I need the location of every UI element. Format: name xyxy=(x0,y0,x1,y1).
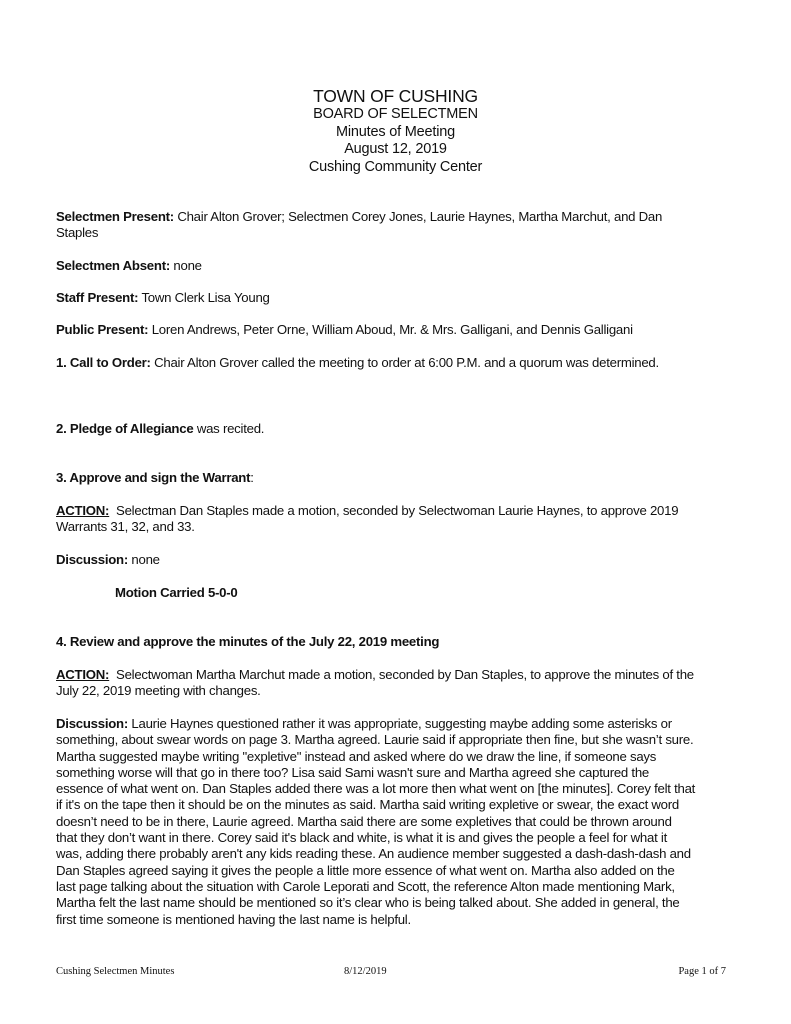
warrant-action xyxy=(56,503,696,536)
town-title: TOWN OF CUSHING xyxy=(313,86,478,106)
minutes-discussion-label: Discussion: xyxy=(56,716,128,731)
selectmen-present-value: Chair Alton Grover; Selectmen Corey Jones, Laurie Haynes, Martha Marchut, and Dan Staples xyxy=(56,209,663,241)
warrant-action-text: Selectman Dan Staples made a motion, seconded by Selectwoman Laurie Haynes, to approve 2019 Warrants 31, 32, and 33. xyxy=(56,503,679,535)
warrant-action-label: ACTION: xyxy=(56,503,110,518)
warrant-discussion-label: Discussion: xyxy=(56,552,128,567)
minutes-action xyxy=(56,667,696,700)
selectmen-absent xyxy=(56,258,696,274)
footer-page-number: Page 1 of 7 xyxy=(678,966,726,977)
minutes-discussion-text: Laurie Haynes questioned rather it was appropriate, suggesting maybe adding some asterisks or something, about swear words on page 3. Martha agreed. Laurie said if appropriate then fine, but she wasn’t sure. Martha suggested maybe writing "expletive" instead and asked where do we draw the line, if someone says something worse will that go in there too? Lisa said Sami wasn't sure and Martha agreed she captured the essence of what went on. Dan Staples added there was a lot more then what went on [the minutes]. Corey felt that if it's on the tape then it should be on the minutes as said. Martha said writing expletive or swear, the exact word doesn’t need to be in there, Laurie agreed. Martha said there are some expletives that could be thrown around that they don’t want in there. Corey said it's black and white, is what it is and gives the people a feel for what it was, adding there probably aren't any kids reading these. An audience member suggested a dash-dash-dash and Dan Staples agreed saying it gives the people a little more essence of what went on. Martha also added on the last page talking about the situation with Carole Leporati and Scott, the reference Alton made mentioning Mark, Martha felt the last name should be mentioned so it’s clear who is being talked about. She added in general, the first time someone is mentioned having the last name is helpful. xyxy=(56,716,696,927)
public-present-value: Loren Andrews, Peter Orne, William Aboud, Mr. & Mrs. Galligani, and Dennis Galligani xyxy=(151,322,633,337)
minutes-action-label: ACTION: xyxy=(56,667,110,682)
public-present xyxy=(56,322,696,338)
footer-date: 8/12/2019 xyxy=(344,966,387,977)
warrant-label: 3. Approve and sign the Warrant xyxy=(56,470,251,485)
selectmen-absent-label: Selectmen Absent: xyxy=(56,258,170,273)
footer-doc-title: Cushing Selectmen Minutes xyxy=(56,966,175,977)
doc-type: Minutes of Meeting xyxy=(336,123,455,140)
meeting-location: Cushing Community Center xyxy=(308,158,483,175)
pledge-text: was recited. xyxy=(196,421,265,436)
pledge-label: 2. Pledge of Allegiance xyxy=(56,421,194,436)
selectmen-present-label: Selectmen Present: xyxy=(56,209,174,224)
call-to-order-text: Chair Alton Grover called the meeting to order at 6:00 P.M. and a quorum was determined. xyxy=(154,355,659,370)
warrant-colon: : xyxy=(250,470,254,485)
minutes-heading xyxy=(56,634,696,650)
document-header xyxy=(0,86,791,176)
call-to-order xyxy=(56,355,696,371)
selectmen-present xyxy=(56,209,696,242)
pledge xyxy=(56,421,696,437)
selectmen-absent-value: none xyxy=(173,258,202,273)
meeting-date: August 12, 2019 xyxy=(344,141,447,157)
staff-present-label: Staff Present: xyxy=(56,290,139,305)
minutes-action-text: Selectwoman Martha Marchut made a motion, seconded by Dan Staples, to approve the minutes of the July 22, 2019 meeting with changes. xyxy=(56,667,694,699)
staff-present xyxy=(56,290,696,306)
staff-present-value: Town Clerk Lisa Young xyxy=(141,290,270,305)
warrant-discussion xyxy=(56,552,696,568)
call-to-order-label: 1. Call to Order: xyxy=(56,355,151,370)
public-present-label: Public Present: xyxy=(56,322,149,337)
minutes-discussion xyxy=(56,716,696,928)
minutes-label: 4. Review and approve the minutes of the July 22, 2019 meeting xyxy=(56,634,440,649)
warrant-motion-result xyxy=(115,585,755,601)
warrant-motion-result-text: Motion Carried 5-0-0 xyxy=(115,585,238,600)
warrant-discussion-text: none xyxy=(131,552,160,567)
warrant-heading xyxy=(56,470,696,486)
board-title: BOARD OF SELECTMEN xyxy=(313,106,478,122)
